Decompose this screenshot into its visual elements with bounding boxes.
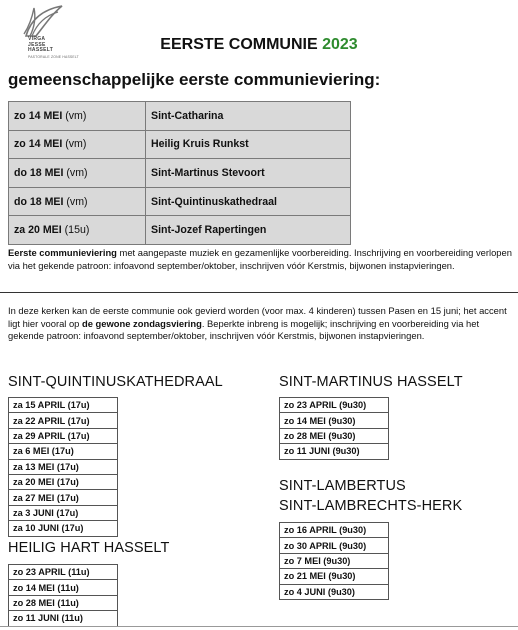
date-cell: zo 14 MEI (vm) bbox=[9, 102, 146, 131]
page-title bbox=[0, 36, 518, 54]
section-title-lambertus-1: SINT-LAMBERTUS bbox=[279, 478, 406, 494]
place-cell: Heilig Kruis Runkst bbox=[146, 130, 351, 159]
table-row: zo 21 MEI (9u30) bbox=[280, 569, 389, 584]
table-row: za 3 JUNI (17u) bbox=[9, 505, 118, 520]
dates-table-heilighart bbox=[8, 564, 118, 627]
logo-subtitle: PASTORALE ZONE HASSELT bbox=[28, 55, 79, 59]
table-row: za 15 APRIL (17u) bbox=[9, 398, 118, 413]
table-row: za 22 APRIL (17u) bbox=[9, 413, 118, 428]
table-row: za 6 MEI (17u) bbox=[9, 444, 118, 459]
table-row: zo 23 APRIL (11u) bbox=[9, 565, 118, 580]
table-row: zo 14 MEI (11u) bbox=[9, 580, 118, 595]
logo bbox=[8, 4, 82, 66]
section-title-heilighart: HEILIG HART HASSELT bbox=[8, 540, 170, 556]
table-row: za 27 MEI (17u) bbox=[9, 490, 118, 505]
dates-table-martinus bbox=[279, 397, 389, 460]
table-row: zo 14 MEI (9u30) bbox=[280, 413, 389, 428]
title-year: 2023 bbox=[322, 36, 358, 53]
table-row: zo 30 APRIL (9u30) bbox=[280, 538, 389, 553]
common-description: Eerste communieviering met aangepaste muziek en gezamenlijke voorbereiding. Inschrijving en voorbereiding verlopen via het gekende patroon: infoavond september/oktober, inschrijven vóór Kerstmis, bijwonen instapvieringen. bbox=[8, 247, 512, 271]
title-text: EERSTE COMMUNIE bbox=[160, 36, 318, 53]
bottom-divider bbox=[0, 626, 518, 627]
leaf-logo-icon bbox=[22, 4, 66, 38]
common-celebrations-table bbox=[8, 101, 351, 245]
table-row: za 20 MEI (17u) bbox=[9, 474, 118, 489]
section-title-martinus: SINT-MARTINUS HASSELT bbox=[279, 374, 463, 390]
logo-text: VIRGA JESSE HASSELT bbox=[28, 36, 54, 54]
table-row: zo 16 APRIL (9u30) bbox=[280, 523, 389, 538]
table-row: zo 28 MEI (11u) bbox=[9, 595, 118, 610]
divider bbox=[0, 292, 518, 293]
date-cell: do 18 MEI (vm) bbox=[9, 187, 146, 216]
table-row: za 10 JUNI (17u) bbox=[9, 521, 118, 536]
common-heading: gemeenschappelijke eerste communieviering: bbox=[8, 70, 381, 89]
table-row: zo 7 MEI (9u30) bbox=[280, 553, 389, 568]
place-cell: Sint-Catharina bbox=[146, 102, 351, 131]
table-row: zo 11 JUNI (9u30) bbox=[280, 444, 389, 459]
table-row: zo 11 JUNI (11u) bbox=[9, 611, 118, 626]
table-row bbox=[9, 159, 351, 188]
table-row: zo 4 JUNI (9u30) bbox=[280, 584, 389, 599]
table-row: zo 23 APRIL (9u30) bbox=[280, 398, 389, 413]
date-cell: do 18 MEI (vm) bbox=[9, 159, 146, 188]
place-cell: Sint-Quintinuskathedraal bbox=[146, 187, 351, 216]
table-row: za 29 APRIL (17u) bbox=[9, 428, 118, 443]
table-row bbox=[9, 102, 351, 131]
place-cell: Sint-Martinus Stevoort bbox=[146, 159, 351, 188]
date-cell: zo 14 MEI (vm) bbox=[9, 130, 146, 159]
table-row: zo 28 MEI (9u30) bbox=[280, 428, 389, 443]
table-row bbox=[9, 216, 351, 245]
parish-description: In deze kerken kan de eerste communie ook gevierd worden (voor max. 4 kinderen) tussen Pasen en 15 juni; het accent ligt hier vooral op de gewone zondagsviering. Beperkte inbreng is mogelijk; inschrijving en voorbereiding via het gekende patroon: infoavond september/oktober, inschrijven vóór Kerstmis, bijwonen instapvieringen. bbox=[8, 305, 507, 342]
date-cell: za 20 MEI (15u) bbox=[9, 216, 146, 245]
section-title-lambertus-2: SINT-LAMBRECHTS-HERK bbox=[279, 498, 463, 514]
dates-table-lambertus bbox=[279, 522, 389, 600]
place-cell: Sint-Jozef Rapertingen bbox=[146, 216, 351, 245]
table-row: za 13 MEI (17u) bbox=[9, 459, 118, 474]
table-row bbox=[9, 130, 351, 159]
section-title-quintinus: SINT-QUINTINUSKATHEDRAAL bbox=[8, 374, 223, 390]
table-row bbox=[9, 187, 351, 216]
dates-table-quintinus bbox=[8, 397, 118, 537]
